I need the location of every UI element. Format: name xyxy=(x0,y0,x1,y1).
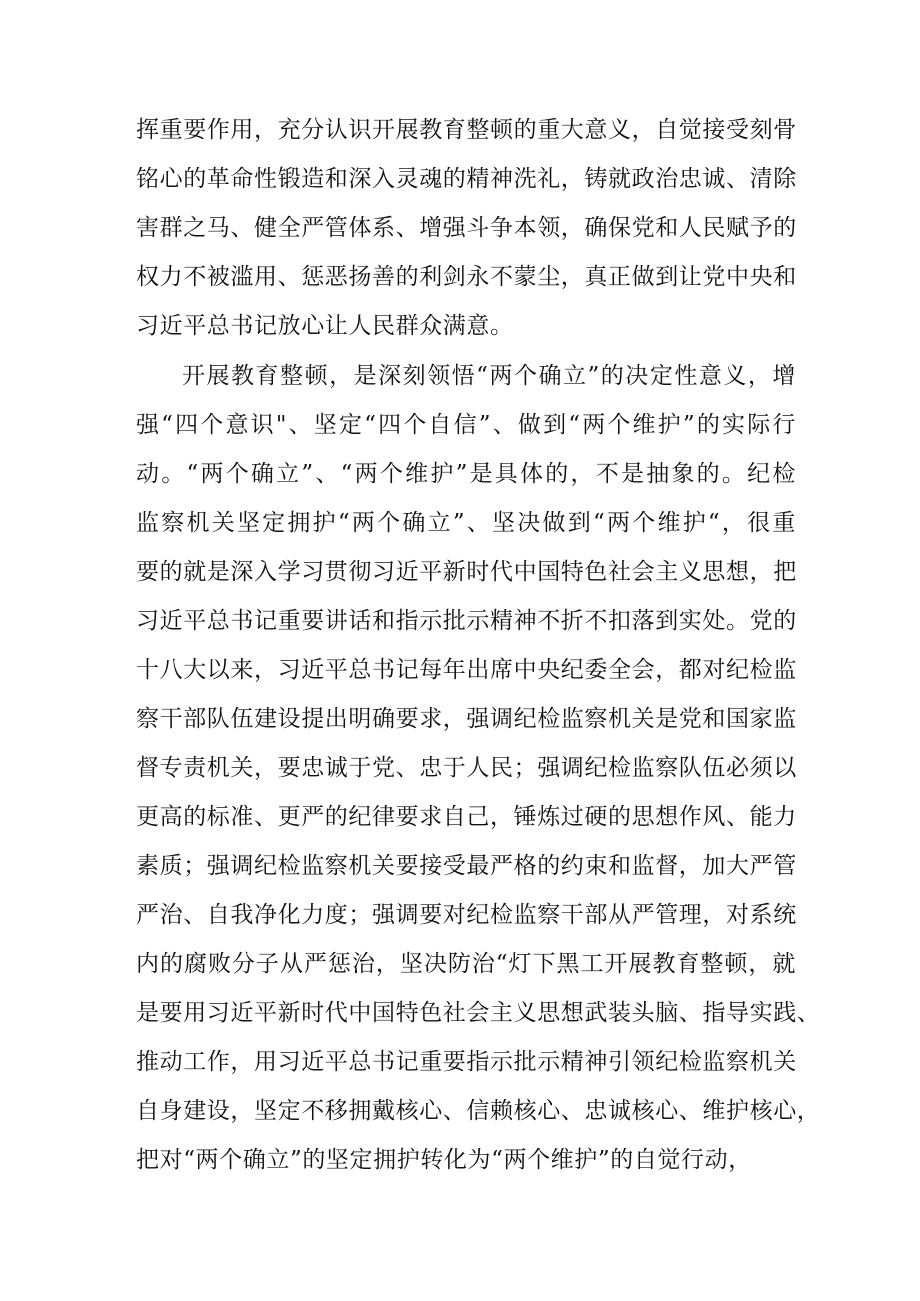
text-line: 自身建设，坚定不移拥戴核心、信赖核心、忠诚核心、维护核心， xyxy=(136,1098,821,1124)
text-line: 推动工作，用习近平总书记重要指示批示精神引领纪检监察机关 xyxy=(136,1049,797,1075)
text-line: 把对“两个确立”的坚定拥护转化为“两个维护”的自觉行动， xyxy=(136,1147,752,1173)
text-line: 素质；强调纪检监察机关要接受最严格的约束和监督，加大严管 xyxy=(136,853,797,879)
text-line: 严治、自我净化力度；强调要对纪检监察干部从严管理，对系统 xyxy=(136,902,797,928)
text-line: 监察机关坚定拥护“两个确立”、坚决做到“两个维护“，很重 xyxy=(136,510,796,536)
text-line: 是要用习近平新时代中国特色社会主义思想武装头脑、指导实践、 xyxy=(136,1000,821,1026)
text-line: 内的腐败分子从严惩治，坚决防治“灯下黑工开展教育整顿，就 xyxy=(136,951,796,977)
text-line: 害群之马、健全严管体系、增强斗争本领，确保党和人民赋予的 xyxy=(136,215,797,241)
text-line: 强“四个意识"、坚定“四个自信”、做到“两个维护”的实际行 xyxy=(136,412,796,438)
text-line: 习近平总书记重要讲话和指示批示精神不折不扣落到实处。党的 xyxy=(136,608,797,634)
text-line: 察干部队伍建设提出明确要求，强调纪检监察机关是党和国家监 xyxy=(136,706,797,732)
text-line: 十八大以来，习近平总书记每年出席中央纪委全会，都对纪检监 xyxy=(136,657,797,683)
text-line: 更高的标准、更严的纪律要求自己，锤炼过硬的思想作风、能力 xyxy=(136,804,797,830)
text-line: 铭心的革命性锻造和深入灵魂的精神洗礼，铸就政治忠诚、清除 xyxy=(136,166,797,192)
text-line: 权力不被滥用、惩恶扬善的利剑永不蒙尘，真正做到让党中央和 xyxy=(136,264,797,290)
text-line: 习近平总书记放心让人民群众满意。 xyxy=(136,313,514,339)
text-line: 督专责机关，要忠诚于党、忠于人民；强调纪检监察队伍必须以 xyxy=(136,755,797,781)
paragraph-2 xyxy=(136,352,821,1185)
text-line: 要的就是深入学习贯彻习近平新时代中国特色社会主义思想，把 xyxy=(136,559,797,585)
text-line: 开展教育整顿，是深刻领悟“两个确立”的决定性意义，增 xyxy=(182,363,796,389)
text-line: 挥重要作用，充分认识开展教育整顿的重大意义，自觉接受刻骨 xyxy=(136,117,797,143)
paragraph-1 xyxy=(136,106,796,351)
text-line: 动。“两个确立”、“两个维护”是具体的，不是抽象的。纪检 xyxy=(136,461,796,487)
